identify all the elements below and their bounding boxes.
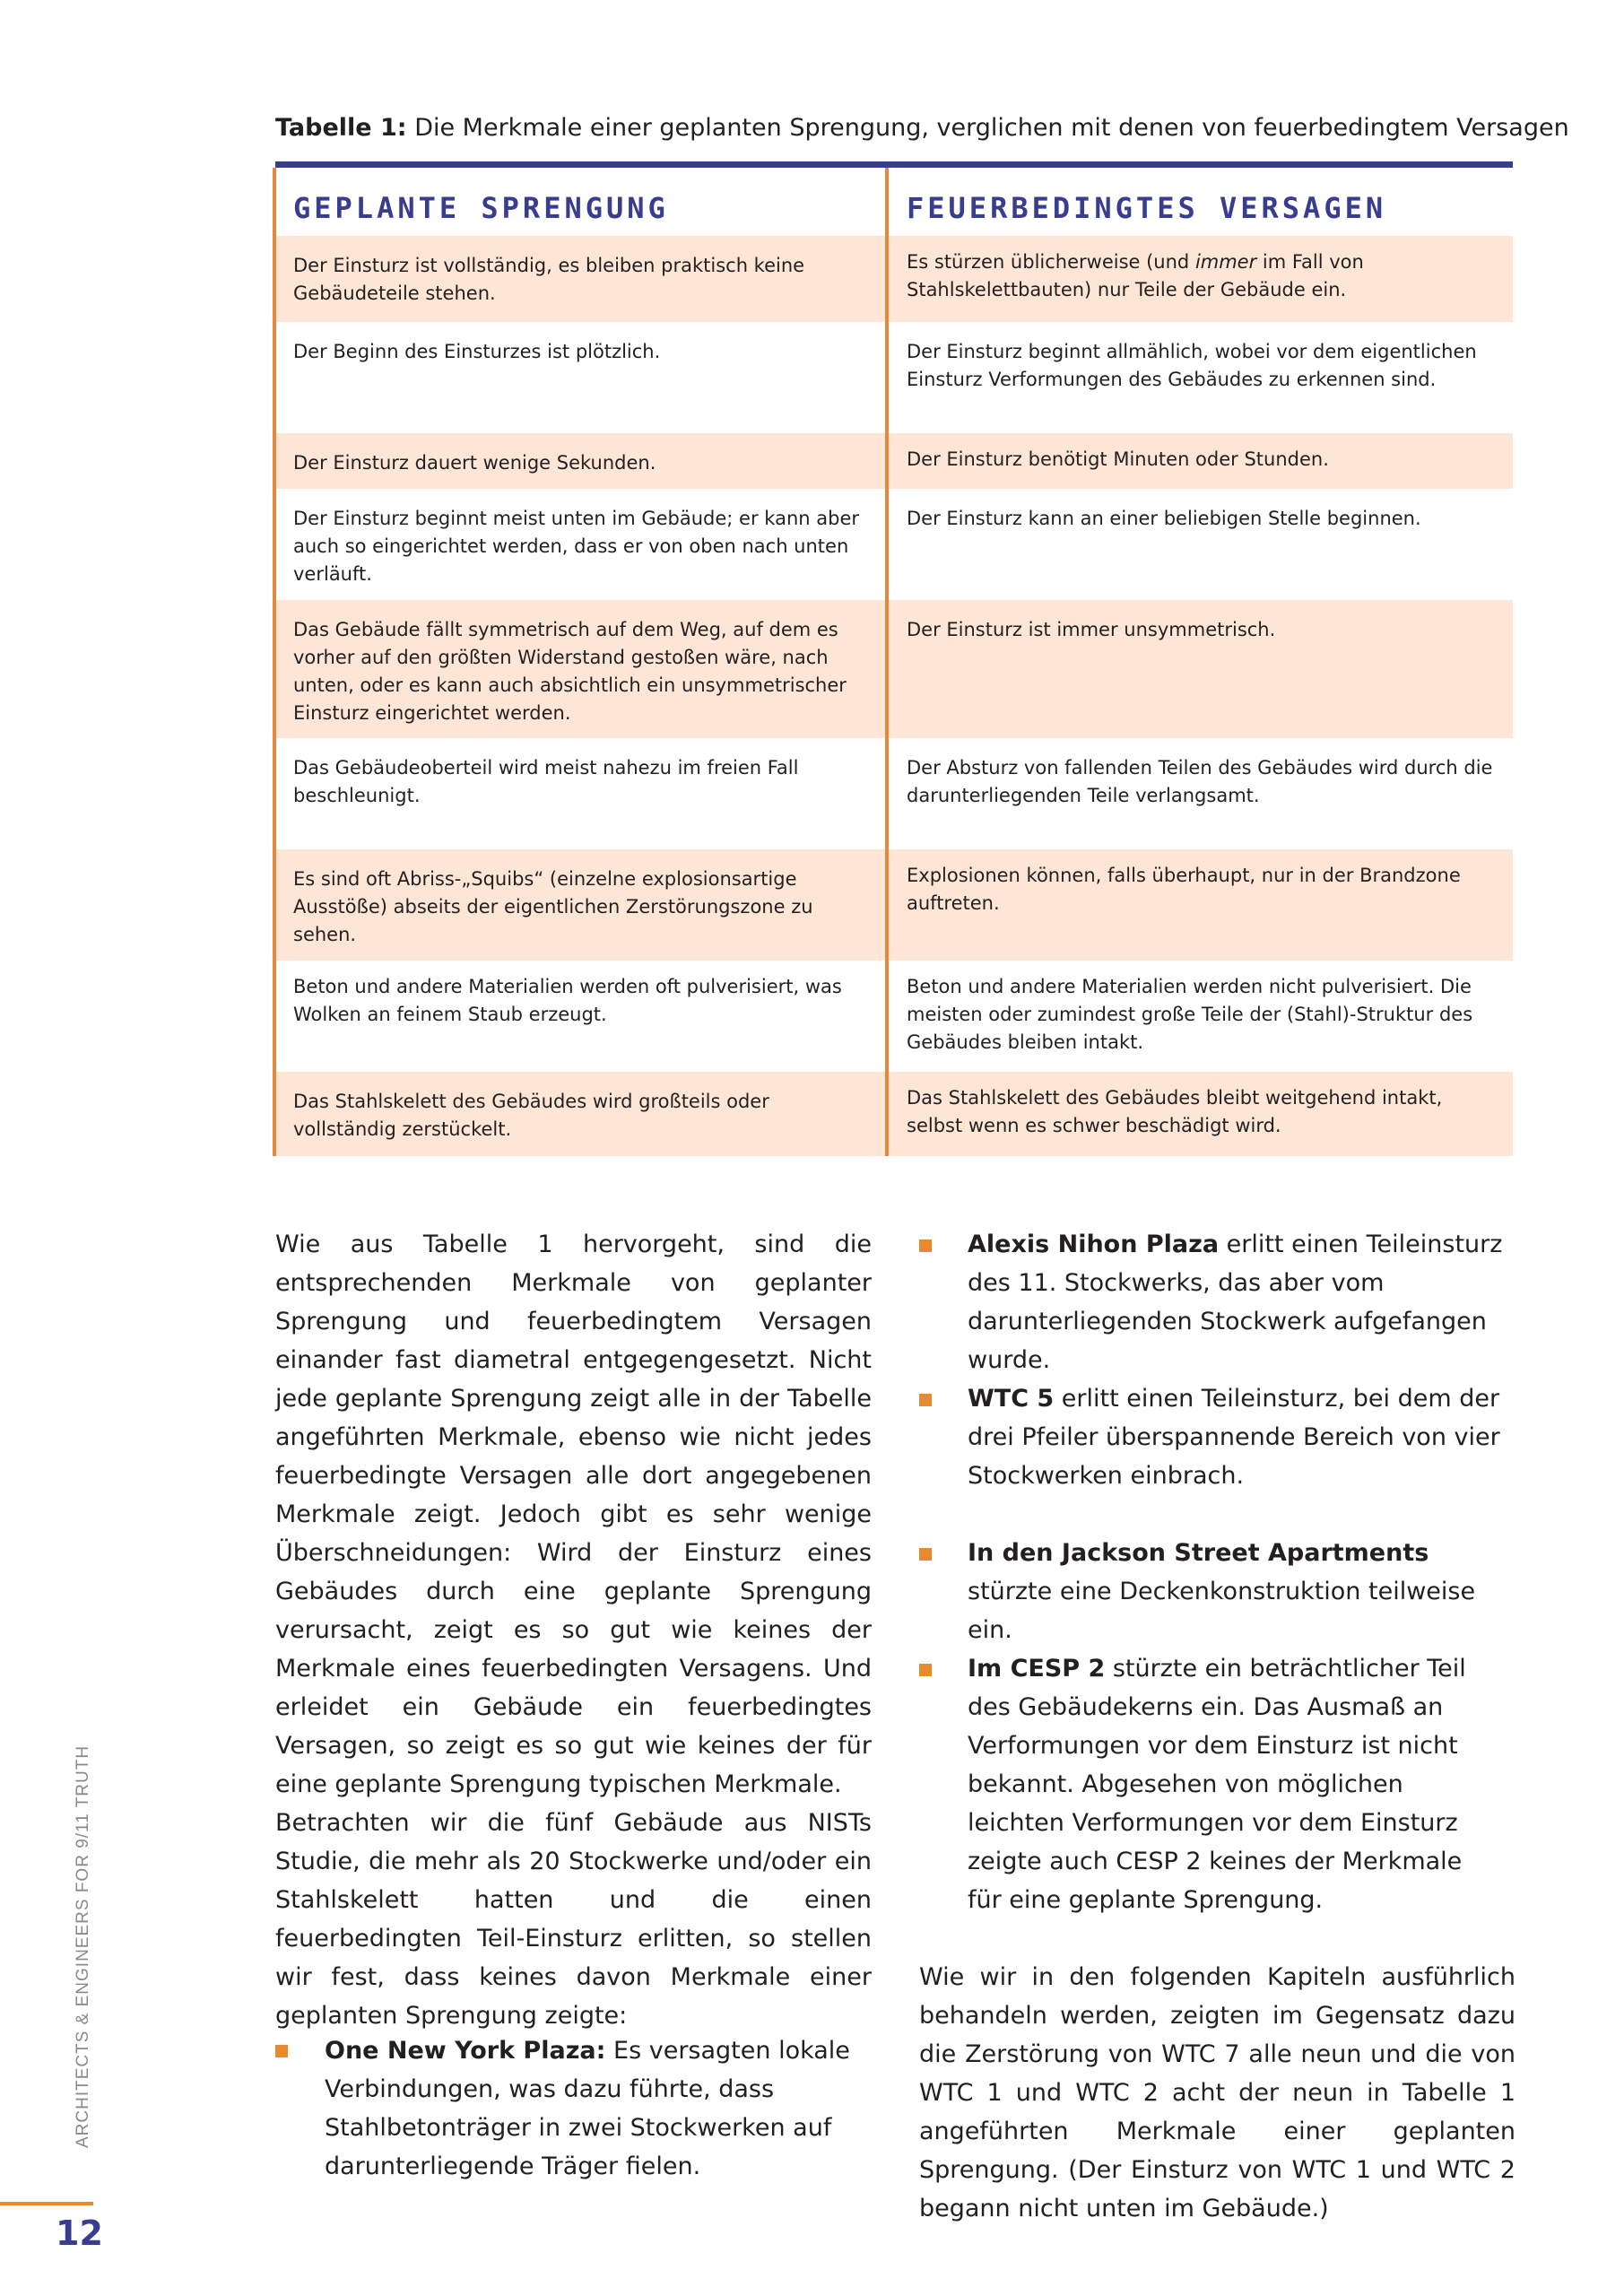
table-cell-right: Der Einsturz benötigt Minuten oder Stunden. <box>889 433 1513 489</box>
body-paragraph-3: Wie wir in den folgenden Kapiteln ausführlich behandeln werden, zeigten im Gegensatz dazu die Zerstörung von WTC 7 alle neun und die von WTC 1 und WTC 2 acht der neun in Tabelle 1 angeführten Merkmale einer geplanten Sprengung. (Der Einsturz von WTC 1 und WTC 2 begann nicht unten im Gebäude.) <box>919 1963 1515 2222</box>
table-cell-right: Es stürzen üblicherweise (und immer im Fall von Stahlskelettbauten) nur Teile der Gebäude ein. <box>889 236 1513 322</box>
table-cell-left: Beton und andere Materialien werden oft pulverisiert, was Wolken an feinem Staub erzeugt. <box>293 976 842 1025</box>
side-label: ARCHITECTS & ENGINEERS FOR 9/11 TRUTH <box>74 1744 92 2148</box>
body-paragraph-1: Wie aus Tabelle 1 hervorgeht, sind die entsprechenden Merkmale von geplanter Sprengung und feuerbedingtem Versagen einander fast diametral entgegengesetzt. Nicht jede geplante Sprengung zeigt alle in der Tabelle angeführten Merkmale, ebenso wie nicht jedes feuerbedingte Versagen alle dort angegebenen Merkmale zeigt. Jedoch gibt es sehr wenige Überschneidungen: Wird der Einsturz eines Gebäudes durch eine geplante Sprengung verursacht, zeigt es so gut wie keines der Merkmale eines feuerbedingten Versagens. Und erleidet ein Gebäude ein feuerbedingtes Versagen, so zeigt es so gut wie keines der für eine geplante Sprengung typischen Merkmale. <box>275 1231 872 1798</box>
table-cell-left: Der Einsturz ist vollständig, es bleiben praktisch keine Gebäudeteile stehen. <box>275 236 885 322</box>
table-caption-label: Tabelle 1: <box>275 114 407 142</box>
table-left-border <box>273 168 276 1156</box>
page-number: 12 <box>56 2213 103 2253</box>
table-cell-right: Der Einsturz ist immer unsymmetrisch. <box>889 600 1513 738</box>
table-cell-left: Der Einsturz dauert wenige Sekunden. <box>275 433 885 489</box>
bullet-marker <box>275 2045 288 2057</box>
bullet-marker <box>919 1548 932 1561</box>
bullet-wtc5: WTC 5 erlitt einen Teileinsturz, bei dem der drei Pfeiler überspannende Bereich von vier Stockwerken einbrach. <box>968 1385 1500 1490</box>
bullet-marker <box>919 1664 932 1676</box>
table-cell-right: Explosionen können, falls überhaupt, nur in der Brandzone auftreten. <box>889 849 1513 961</box>
bullet-alexis-nihon-plaza: Alexis Nihon Plaza erlitt einen Teileinsturz des 11. Stockwerks, das aber vom darunterliegenden Stockwerk aufgefangen wurde. <box>968 1231 1503 1374</box>
bullet-marker <box>919 1394 932 1406</box>
table-cell-right: Der Absturz von fallenden Teilen des Gebäudes wird durch die darunterliegenden Teile verlangsamt. <box>907 757 1493 806</box>
table-cell-left: Der Beginn des Einsturzes ist plötzlich. <box>293 341 661 362</box>
col-header-planned-demolition: GEPLANTE SPRENGUNG <box>293 191 669 225</box>
table-cell-right: Der Einsturz beginnt allmählich, wobei vor dem eigentlichen Einsturz Verformungen des Gebäudes zu erkennen sind. <box>907 341 1477 390</box>
bullet-cesp2: Im CESP 2 stürzte ein beträchtlicher Teil des Gebäudekerns ein. Das Ausmaß an Verformungen vor dem Einsturz ist nicht bekannt. Abgesehen von möglichen leichten Verformungen vor dem Einsturz zeigte auch CESP 2 keines der Merkmale für eine geplante Sprengung. <box>968 1655 1466 1914</box>
table-caption-text: Die Merkmale einer geplanten Sprengung, verglichen mit denen von feuerbedingtem Versagen <box>406 114 1569 142</box>
table-cell-left: Das Gebäude fällt symmetrisch auf dem Weg, auf dem es vorher auf den größten Widerstand gestoßen wäre, nach unten, oder es kann auch absichtlich ein unsymmetrischer Einsturz eingerichtet werden. <box>275 600 885 738</box>
table-cell-left: Das Gebäudeoberteil wird meist nahezu im freien Fall beschleunigt. <box>293 757 799 806</box>
table-cell-right: Der Einsturz kann an einer beliebigen Stelle beginnen. <box>907 508 1421 529</box>
bullet-marker <box>919 1239 932 1252</box>
table-cell-right: Das Stahlskelett des Gebäudes bleibt weitgehend intakt, selbst wenn es schwer beschädigt wird. <box>889 1072 1513 1156</box>
bullet-jackson-street: In den Jackson Street Apartments stürzte eine Deckenkonstruktion teilweise ein. <box>968 1539 1476 1644</box>
table-cell-left: Der Einsturz beginnt meist unten im Gebäude; er kann aber auch so eingerichtet werden, dass er von oben nach unten verläuft. <box>293 508 859 585</box>
table-cell-left: Das Stahlskelett des Gebäudes wird großteils oder vollständig zerstückelt. <box>275 1072 885 1156</box>
table-cell-right: Beton und andere Materialien werden nicht pulverisiert. Die meisten oder zumindest große Teile der (Stahl)-Struktur des Gebäudes bleiben intakt. <box>907 976 1473 1053</box>
body-paragraph-2: Betrachten wir die fünf Gebäude aus NISTs Studie, die mehr als 20 Stockwerke und/oder ein Stahlskelett hatten und die einen feuerbedingten Teil-Einsturz erlitten, so stellen wir fest, dass keines davon Merkmale einer geplanten Sprengung zeigte: <box>275 1809 872 2030</box>
table-caption <box>275 112 1569 144</box>
bullet-one-new-york-plaza: One New York Plaza: Es versagten lokale Verbindungen, was dazu führte, dass Stahlbetonträger in zwei Stockwerken auf darunterliegende Träger fielen. <box>325 2037 850 2180</box>
table-cell-left: Es sind oft Abriss-„Squibs“ (einzelne explosionsartige Ausstöße) abseits der eigentlichen Zerstörungszone zu sehen. <box>275 849 885 961</box>
comparison-table <box>275 161 1513 1167</box>
col-header-fire-failure: FEUERBEDINGTES VERSAGEN <box>907 191 1387 225</box>
table-column-divider <box>885 168 889 1156</box>
page-number-rule <box>0 2202 93 2205</box>
